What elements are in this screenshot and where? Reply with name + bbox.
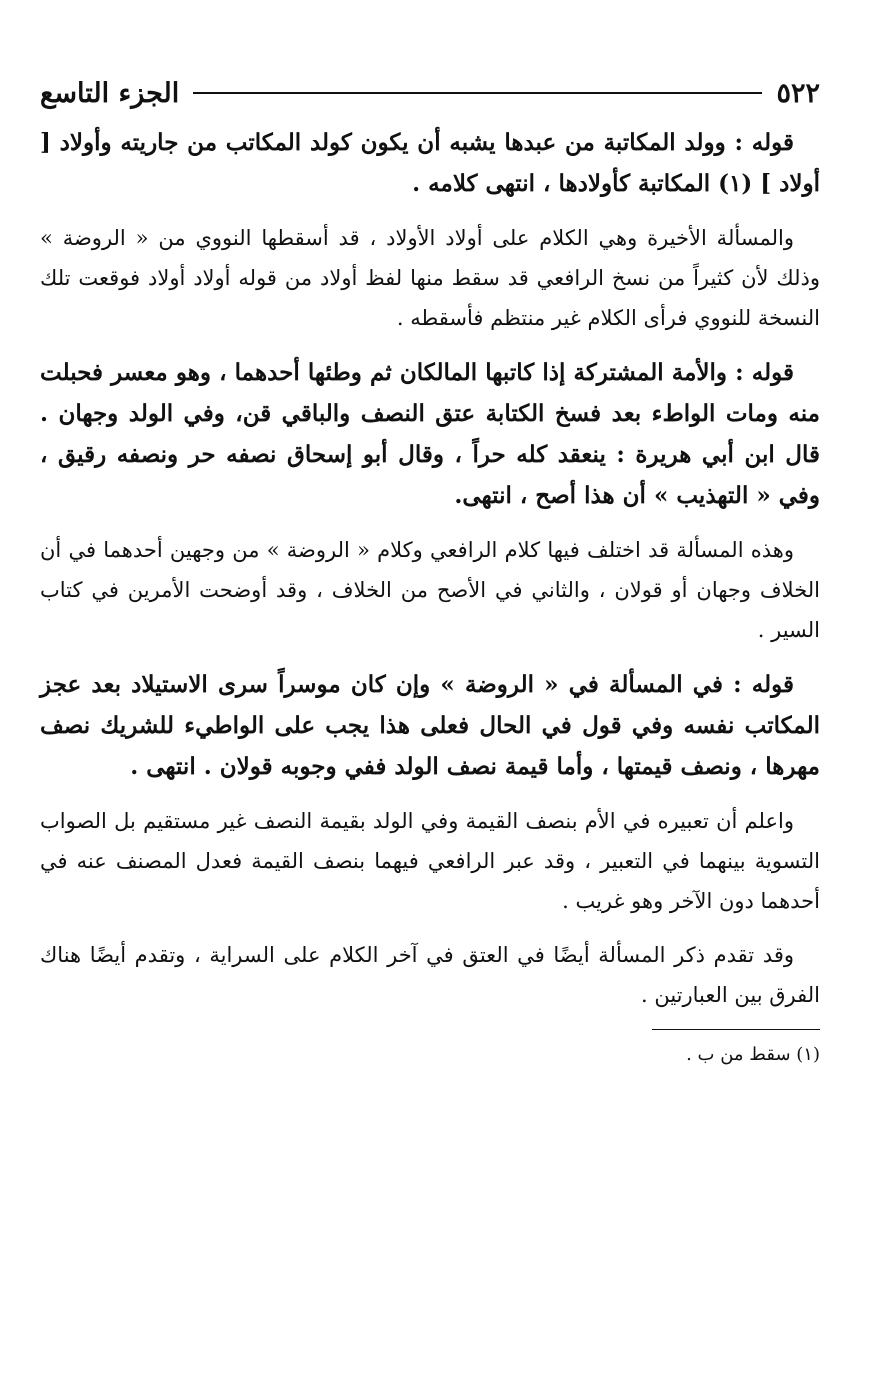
header-rule <box>193 92 762 94</box>
page-header <box>40 70 820 116</box>
footnote: (١) سقط من ب . <box>686 1044 820 1065</box>
page-body <box>40 122 820 1015</box>
commentary-paragraph: واعلم أن تعبيره في الأم بنصف القيمة وفي الولد بقيمة النصف غير مستقيم بل الصواب التسوية بينهما في التعبير ، وقد عبر الرافعي فيهما بنصف القيمة فعدل المصنف عنه في أحدهما دون الآخر وهو غريب . <box>40 809 820 913</box>
footnote-separator <box>652 1029 820 1030</box>
quoted-passage: قوله : في المسألة في « الروضة » وإن كان موسراً سرى الاستيلاد بعد عجز المكاتب نفسه وفي قول في الحال فعلى هذا يجب على الواطيء للشريك نصف مهرها ، ونصف قيمتها ، وأما قيمة نصف الولد ففي وجوبه قولان . انتهى . <box>40 671 820 780</box>
page-number: ٥٢٢ <box>776 77 820 109</box>
commentary-paragraph: وهذه المسألة قد اختلف فيها كلام الرافعي وكلام « الروضة » من وجهين أحدهما في أن الخلاف وجهان أو قولان ، والثاني في الأصح من الخلاف ، وقد أوضحت الأمرين في كتاب السير . <box>40 538 820 642</box>
commentary-paragraph: وقد تقدم ذكر المسألة أيضًا في العتق في آخر الكلام على السراية ، وتقدم أيضًا هناك الفرق بين العبارتين . <box>40 943 820 1007</box>
running-title: الجزء التاسع <box>40 77 180 109</box>
book-page <box>40 70 820 1360</box>
quoted-passage: قوله : والأمة المشتركة إذا كاتبها المالكان ثم وطئها أحدهما ، وهو معسر فحبلت منه ومات الواطء بعد فسخ الكتابة عتق النصف والباقي قن، وفي الولد وجهان . قال ابن أبي هريرة : ينعقد كله حراً ، وقال أبو إسحاق نصفه حر ونصفه رقيق ، وفي « التهذيب » أن هذا أصح ، انتهى. <box>40 359 820 509</box>
commentary-paragraph: والمسألة الأخيرة وهي الكلام على أولاد الأولاد ، قد أسقطها النووي من « الروضة » وذلك لأن كثيراً من نسخ الرافعي قد سقط منها لفظ أولاد من قوله أولاد أولاد فوقعت تلك النسخة للنووي فرأى الكلام غير منتظم فأسقطه . <box>40 226 820 330</box>
quoted-passage: قوله : وولد المكاتبة من عبدها يشبه أن يكون كولد المكاتب من جاريته وأولاد [ أولاد ] (١) المكاتبة كأولادها ، انتهى كلامه . <box>40 129 820 197</box>
